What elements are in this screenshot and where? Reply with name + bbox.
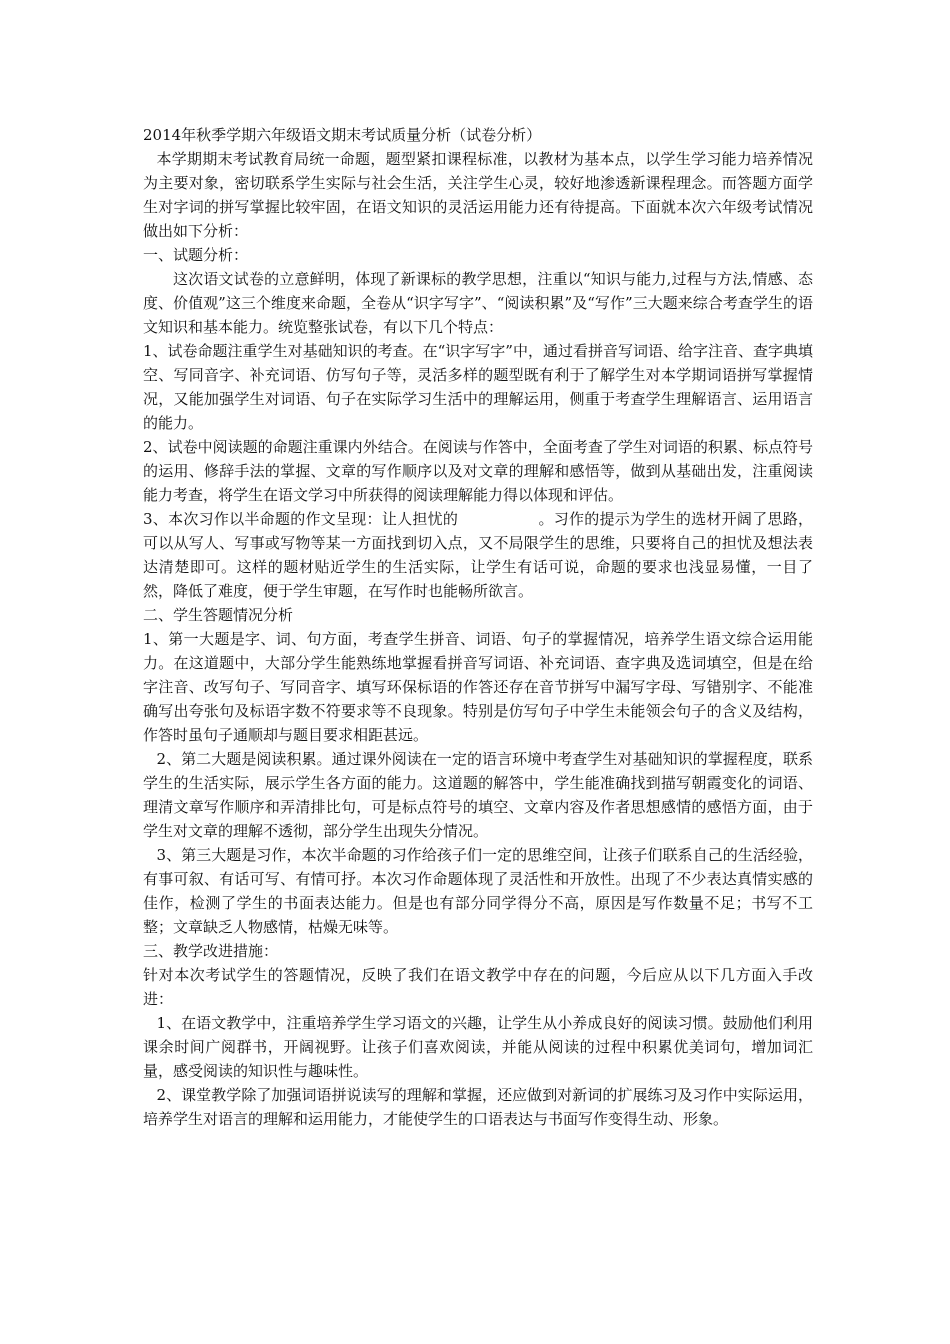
section1-point1: 1、试卷命题注重学生对基础知识的考查。在“识字写字”中，通过看拼音写词语、给字注音、查字典填空、写同音字、补充词语、仿写句子等，灵活多样的题型既有利于了解学生对本学期词语拼写掌握情况，又能加强学生对词语、句子在实际学习生活中的理解运用，侧重于考查学生理解语言、运用语言的能力。 <box>143 342 813 432</box>
section3-point1: 1、在语文教学中，注重培养学生学习语文的兴趣，让学生从小养成良好的阅读习惯。鼓励他们利用课余时间广阅群书，开阔视野。让孩子们喜欢阅读，并能从阅读的过程中积累优美词句，增加词汇量，感受阅读的知识性与趣味性。 <box>143 1014 813 1080</box>
section3-point2: 2、课堂教学除了加强词语拼说读写的理解和掌握，还应做到对新词的扩展练习及习作中实际运用，培养学生对语言的理解和运用能力，才能使学生的口语表达与书面写作变得生动、形象。 <box>143 1086 813 1128</box>
section1-point3-rest: 。习作的提示为学生的选材开阔了思路，可以从写人、写事或写物等某一方面找到切入点，又不局限学生的思维，只要将自己的担忧及想法表达清楚即可。这样的题材贴近学生的生活实际，让学生有话可说，命题的要求也浅显易懂，一目了然，降低了难度，便于学生审题，在写作时也能畅所欲言。 <box>143 510 813 600</box>
section3-lead: 针对本次考试学生的答题情况，反映了我们在语文教学中存在的问题，今后应从以下几方面入手改进： <box>143 966 813 1008</box>
section1-heading: 一、试题分析： <box>143 246 249 264</box>
section1-point2: 2、试卷中阅读题的命题注重课内外结合。在阅读与作答中，全面考查了学生对词语的积累、标点符号的运用、修辞手法的掌握、文章的写作顺序以及对文章的理解和感悟等，做到从基础出发，注重阅读能力考查，将学生在语文学习中所获得的阅读理解能力得以体现和评估。 <box>143 438 813 504</box>
section2-point2: 2、第二大题是阅读积累。通过课外阅读在一定的语言环境中考查学生对基础知识的掌握程度，联系学生的生活实际，展示学生各方面的能力。这道题的解答中，学生能准确找到描写朝霞变化的词语、理清文章写作顺序和弄清排比句，可是标点符号的填空、文章内容及作者思想感情的感悟方面，由于学生对文章的理解不透彻，部分学生出现失分情况。 <box>143 750 813 840</box>
document-body <box>143 123 813 1131</box>
section2-point1: 1、第一大题是字、词、句方面，考查学生拼音、词语、句子的掌握情况，培养学生语文综合运用能力。在这道题中，大部分学生能熟练地掌握看拼音写词语、补充词语、查字典及选词填空，但是在给字注音、改写句子、写同音字、填写环保标语的作答还存在音节拼写中漏写字母、写错别字、不能准确写出夸张句及标语字数不符要求等不良现象。特别是仿写句子中学生未能领会句子的含义及结构，作答时虽句子通顺却与题目要求相距甚远。 <box>143 630 813 744</box>
document-title: 2014年秋季学期六年级语文期末考试质量分析（试卷分析） <box>143 126 542 144</box>
section2-heading: 二、学生答题情况分析 <box>143 606 294 624</box>
section2-point3: 3、第三大题是习作，本次半命题的习作给孩子们一定的思维空间，让孩子们联系自己的生活经验，有事可叙、有话可写、有情可抒。本次习作命题体现了灵活性和开放性。出现了不少表达真情实感的佳作，检测了学生的书面表达能力。但是也有部分同学得分不高，原因是写作数量不足；书写不工整；文章缺乏人物感情，枯燥无味等。 <box>143 846 813 936</box>
section1-point3 <box>143 507 813 603</box>
section1-point3-start: 3、本次习作以半命题的作文呈现：让人担忧的 <box>143 510 459 528</box>
section1-lead: 这次语文试卷的立意鲜明，体现了新课标的教学思想，注重以“知识与能力,过程与方法,情感、态度、价值观”这三个维度来命题，全卷从“识字写字”、“阅读积累”及“写作”三大题来综合考查学生的语文知识和基本能力。统览整张试卷，有以下几个特点： <box>143 270 813 336</box>
intro-paragraph: 本学期期末考试教育局统一命题，题型紧扣课程标准，以教材为基本点，以学生学习能力培养情况为主要对象，密切联系学生实际与社会生活，关注学生心灵，较好地渗透新课程理念。而答题方面学生对字词的拼写掌握比较牢固，在语文知识的灵活运用能力还有待提高。下面就本次六年级考试情况做出如下分析： <box>143 150 813 240</box>
section3-heading: 三、教学改进措施： <box>143 942 279 960</box>
